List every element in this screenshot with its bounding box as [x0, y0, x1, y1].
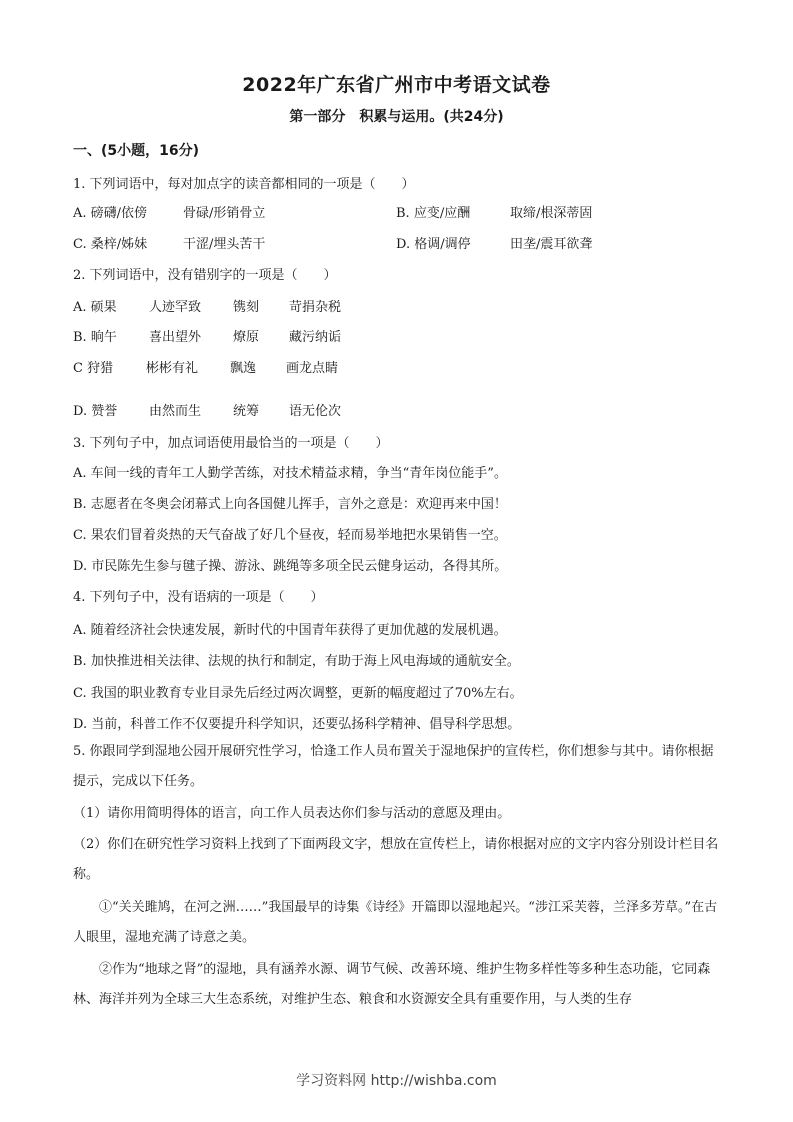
q2-option-d-3: 统筹	[233, 404, 260, 419]
q5-subquestion-1: （1）请你用简明得体的语言，向工作人员表达你们参与活动的意愿及理由。	[73, 806, 511, 821]
q1-option-a-word1: A. 磅礴/依傍	[73, 206, 148, 221]
question-5-stem: 5. 你跟同学到湿地公园开展研究性学习，恰逢工作人员布置关于湿地保护的宣传栏，你们想参与其中。请你根据提示，完成以下任务。	[73, 744, 714, 789]
q5-subquestion-2: （2）你们在研究性学习资料上找到了下面两段文字，想放在宣传栏上，请你根据对应的文字内容分别设计栏目名称。	[73, 837, 719, 882]
q4-option-b: B. 加快推进相关法律、法规的执行和制定，有助于海上风电海域的通航安全。	[73, 654, 520, 669]
q2-option-b-4: 藏污纳诟	[289, 330, 342, 345]
q3-option-b: B. 志愿者在冬奥会闭幕式上向各国健儿挥手，言外之意是：欢迎再来中国！	[73, 497, 507, 512]
q1-option-d-word1: D. 格调/调停	[396, 237, 471, 252]
q1-option-b-word1: B. 应变/应酬	[396, 206, 471, 221]
page-footer: 学习资料网 http://wishba.com	[296, 1073, 497, 1089]
q2-option-b-3: 燎原	[233, 330, 260, 345]
q1-option-c-word1: C. 桑梓/姊妹	[73, 237, 148, 252]
q1-option-d-word2: 田垄/震耳欲聋	[510, 237, 593, 252]
q2-option-d-2: 由然而生	[149, 404, 202, 419]
question-2-stem: 2. 下列词语中，没有错别字的一项是（ ）	[73, 268, 337, 283]
page-title: 2022年广东省广州市中考语文试卷	[242, 74, 551, 96]
q3-option-d: D. 市民陈先生参与毽子操、游泳、跳绳等多项全民云健身运动，各得其所。	[73, 559, 508, 574]
q4-option-c: C. 我国的职业教育专业目录先后经过两次调整，更新的幅度超过了70%左右。	[73, 686, 523, 701]
q4-option-d: D. 当前，科普工作不仅要提升科学知识，还要弘扬科学精神、倡导科学思想。	[73, 717, 521, 732]
q3-option-a: A. 车间一线的青年工人勤学苦练，对技术精益求精，争当“青年岗位能手”。	[73, 466, 507, 481]
q1-option-b-word2: 取缔/根深蒂固	[510, 206, 593, 221]
question-3-stem: 3. 下列句子中，加点词语使用最恰当的一项是（ ）	[73, 436, 389, 451]
q5-passage-1: ①“关关雎鸠，在河之洲……”我国最早的诗集《诗经》开篇即以湿地起兴。“涉江采芙蓉，兰泽多芳草。”在古人眼里，湿地充满了诗意之美。	[73, 900, 718, 945]
q2-option-c-4: 画龙点睛	[286, 361, 339, 376]
part-heading: 第一部分 积累与运用。(共24分)	[289, 109, 504, 125]
section-heading: 一、(5小题，16分)	[73, 143, 200, 159]
q3-option-c: C. 果农们冒着炎热的天气奋战了好几个昼夜，轻而易举地把水果销售一空。	[73, 528, 507, 543]
q2-option-c-3: 飘逸	[230, 361, 257, 376]
q2-option-a-2: 人迹罕致	[149, 300, 202, 315]
q2-option-d-4: 语无伦次	[289, 404, 342, 419]
q2-option-b-1: B. 晌午	[73, 330, 117, 345]
q1-option-a-word2: 骨碌/形销骨立	[183, 206, 266, 221]
q4-option-a: A. 随着经济社会快速发展，新时代的中国青年获得了更加优越的发展机遇。	[73, 623, 507, 638]
q5-passage-2: ②作为“地球之肾”的湿地，具有涵养水源、调节气候、改善环境、维护生物多样性等多种生态功能，它同森林、海洋并列为全球三大生态系统，对维护生态、粮食和水资源安全具有重要作用，与人类的生存	[73, 962, 711, 1007]
q2-option-a-1: A. 硕果	[73, 300, 117, 315]
q2-option-c-1: C 狩猎	[73, 361, 114, 376]
q2-option-c-2: 彬彬有礼	[146, 361, 199, 376]
q2-option-b-2: 喜出望外	[149, 330, 202, 345]
q2-option-a-3: 镌刻	[233, 300, 260, 315]
q2-option-d-1: D. 赞誉	[73, 404, 118, 419]
question-1-stem: 1. 下列词语中，每对加点字的读音都相同的一项是（ ）	[73, 177, 415, 192]
q2-option-a-4: 苛捐杂税	[289, 300, 342, 315]
q1-option-c-word2: 干涩/埋头苦干	[183, 237, 266, 252]
question-4-stem: 4. 下列句子中，没有语病的一项是（ ）	[73, 590, 324, 605]
